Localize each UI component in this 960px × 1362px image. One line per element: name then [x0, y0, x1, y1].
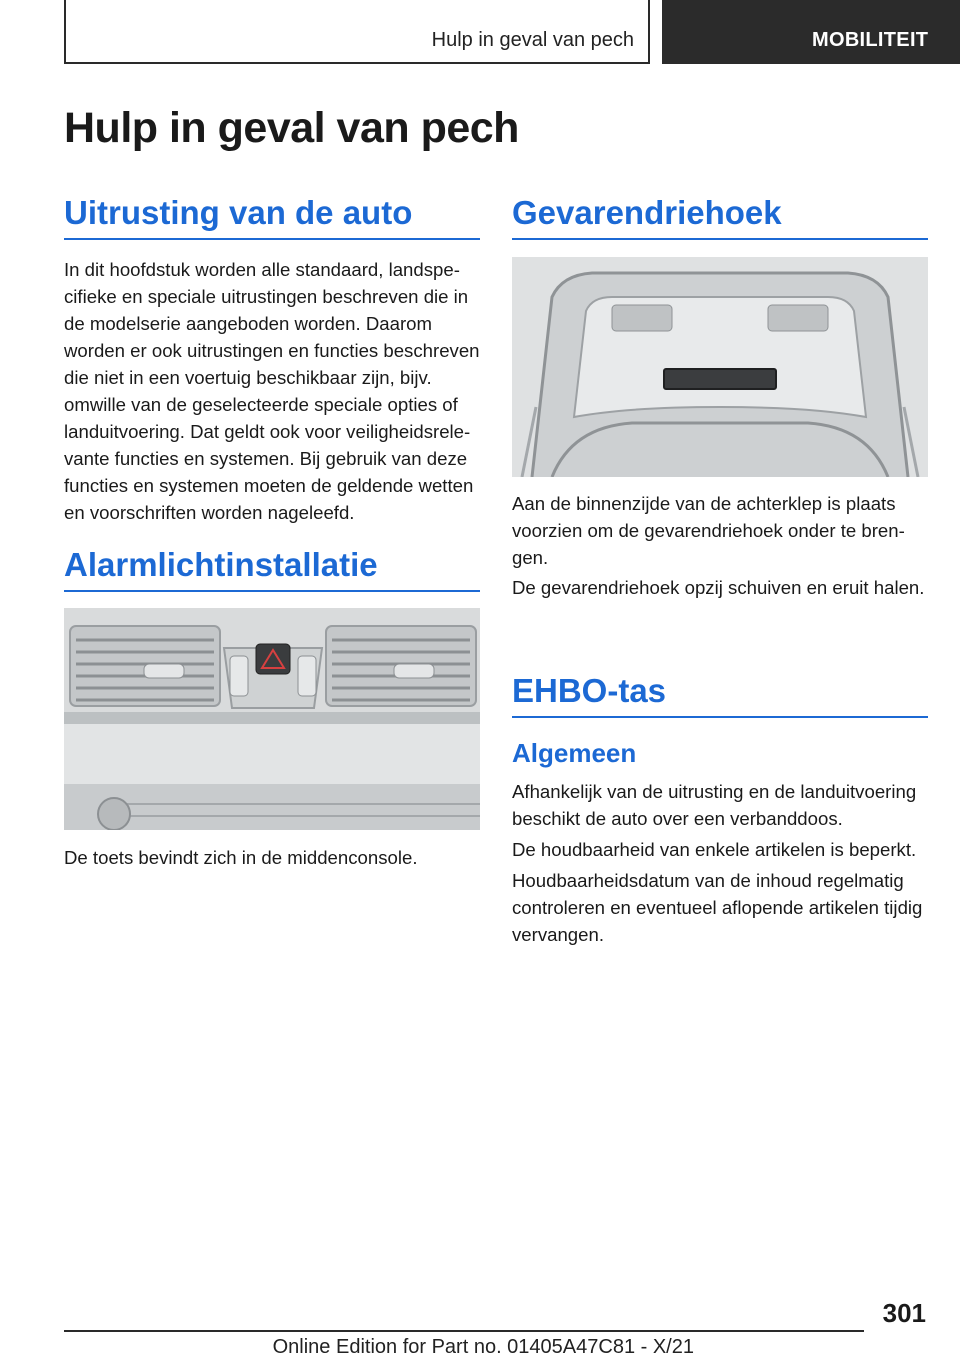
firstaid-paragraph-3: [512, 867, 928, 948]
equipment-paragraph: [64, 256, 480, 526]
triangle-text-1: Aan de binnenzijde van de achterklep is plaats voorzien om de gevarendriehoek onder te brengen.: [512, 493, 905, 568]
page-title: Hulp in geval van pech: [64, 104, 519, 152]
chapter-tab-label: MOBILITEIT: [812, 29, 929, 51]
triangle-heading: Gevarendriehoek: [512, 194, 928, 240]
general-subheading: Algemeen: [512, 738, 637, 768]
hazard-heading: Alarmlichtinstallatie: [64, 546, 480, 592]
firstaid-text-3: Houdbaarheidsdatum van de inhoud regelmatig controleren en eventueel aflopende artikelen tijdig vervangen.: [512, 870, 923, 945]
hazard-switch-figure: [64, 608, 480, 830]
running-header: [64, 0, 650, 64]
running-header-title: Hulp in geval van pech: [431, 29, 634, 51]
chapter-tab: [662, 0, 960, 64]
hazard-paragraph: [64, 844, 480, 871]
footer-rule: [64, 1330, 864, 1332]
firstaid-text-1: Afhankelijk van de uitrusting en de landuitvoering beschikt de auto over een verbanddoos.: [512, 781, 917, 829]
hazard-switch-illustration: [64, 608, 480, 830]
edition-note: Online Edition for Part no. 01405A47C81 - X/21: [272, 1336, 694, 1358]
triangle-paragraph-2: [512, 574, 928, 601]
triangle-compartment-shape: [664, 369, 776, 389]
firstaid-paragraph-1: [512, 778, 928, 832]
warning-triangle-figure: [512, 257, 928, 477]
triangle-text-2: De gevarendriehoek opzij schuiven en eruit halen.: [512, 577, 925, 598]
firstaid-paragraph-2: [512, 836, 928, 863]
hazard-text: De toets bevindt zich in de middenconsole.: [64, 847, 418, 868]
equipment-heading: Uitrusting van de auto: [64, 194, 480, 240]
firstaid-text-2: De houdbaarheid van enkele artikelen is beperkt.: [512, 839, 917, 860]
equipment-text: In dit hoofdstuk worden alle standaard, landspecifieke en speciale uitrustingen beschreven die in de modelserie aangeboden worden. Daarom worden er ook uitrustingen en functies beschreven die niet in een voertuig beschikbaar zijn, bijv. omwille van de geselecteerde speciale opties of landuitvoering. Dat geldt ook voor veiligheidsrelevante functies en systemen. Bij gebruik van deze functies en systemen moeten de geldende wetten en voorschriften worden nageleefd.: [64, 259, 480, 523]
tailgate-illustration: [512, 257, 928, 477]
firstaid-heading: EHBO-tas: [512, 672, 928, 718]
triangle-paragraph-1: [512, 490, 928, 571]
page-number: 301: [882, 1298, 926, 1328]
